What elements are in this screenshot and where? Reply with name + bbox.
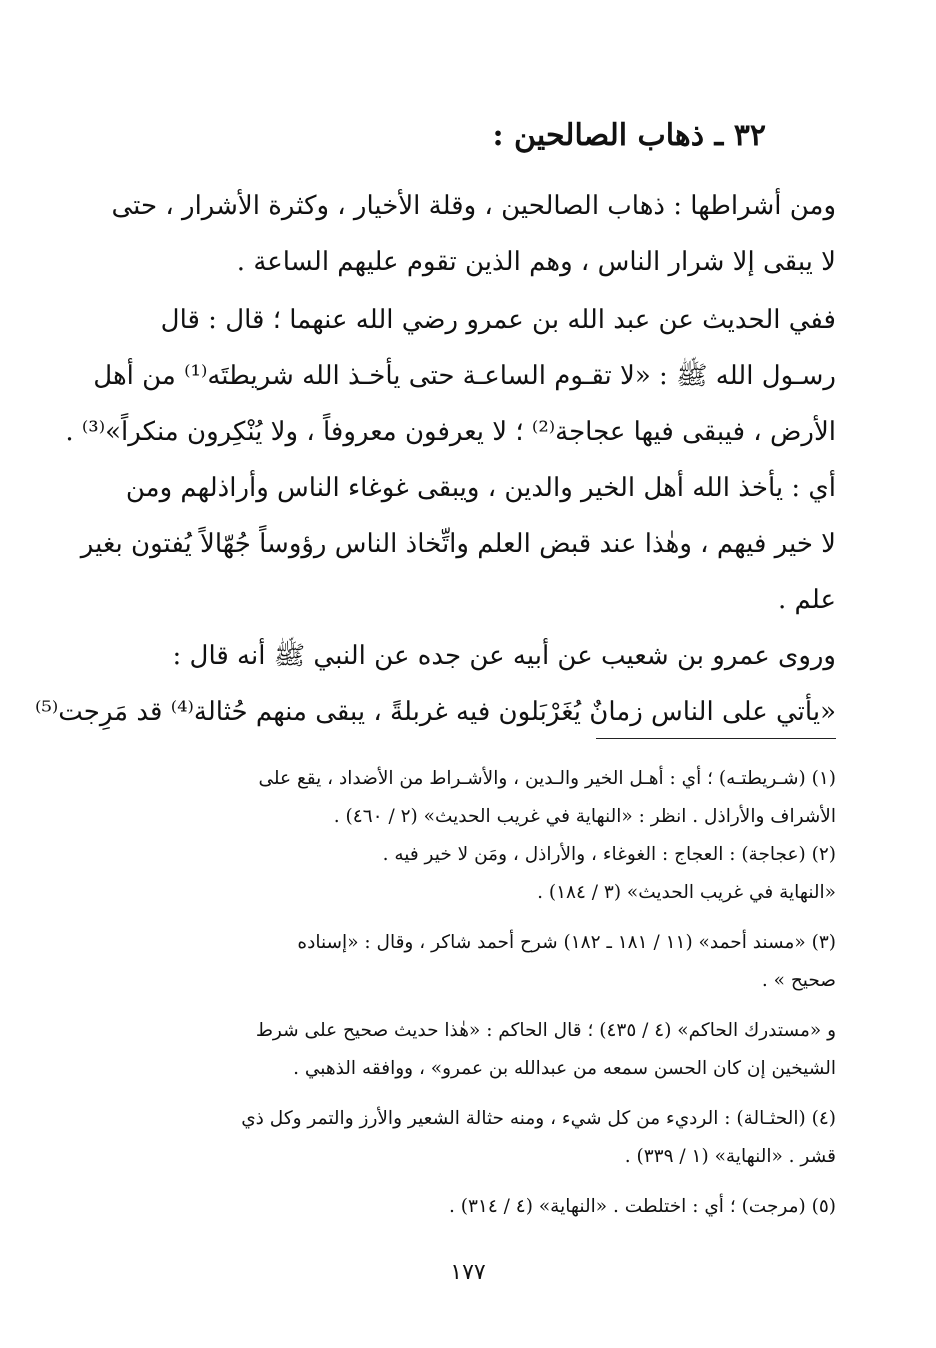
footnote-line: الأشراف والأراذل . انظر : «النهاية في غريب الحديث» (٢ / ٤٦٠) . <box>333 806 836 827</box>
footnote-line: (٥) (مرجت) ؛ أي : اختلطت . «النهاية» (٤ / ٣١٤) . <box>449 1196 836 1217</box>
footnote-line: (١) (شـريطتـه) ؛ أي : أهـل الخير والـدين ، والأشـراط من الأضداد ، يقع على <box>258 768 836 789</box>
section-heading: ٣٢ ـ ذهاب الصالحين : <box>492 118 766 153</box>
text-line: رسـول الله ﷺ : «لا تقـوم الساعـة حتى يأخـذ الله شريطتَه⁽¹⁾ من أهل <box>93 361 836 391</box>
footnote-line: (٢) (عجاجة) : العجاج : الغوغاء ، والأراذل ، ومَن لا خير فيه . <box>382 844 836 865</box>
footnote-line: الشيخين إن كان الحسن سمعه من عبدالله بن عمرو» ، ووافقه الذهبي . <box>293 1058 836 1079</box>
page-number: ١٧٧ <box>450 1260 486 1285</box>
footnote-line: (٤) (الحثـالة) : الرديء من كل شيء ، ومنه حثالة الشعير والأرز والتمر وكل ذي <box>241 1108 836 1129</box>
footnote-line: و «مستدرك الحاكم» (٤ / ٤٣٥) ؛ قال الحاكم : «هٰذا حديث صحيح على شرط <box>255 1020 836 1041</box>
footnote-2 <box>100 836 836 912</box>
paragraph-4 <box>35 628 836 740</box>
footnote-separator <box>596 738 836 739</box>
footnote-line: صحيح » . <box>761 970 836 991</box>
paragraph-2 <box>65 292 836 460</box>
footnote-line: (٣) «مسند أحمد» (١١ / ١٨١ ـ ١٨٢) شرح أحمد شاكر ، وقال : «إسناده <box>297 932 836 953</box>
footnote-4 <box>100 1100 836 1176</box>
text-line: وروى عمرو بن شعيب عن أبيه عن جده عن النبي ﷺ أنه قال : <box>172 641 836 671</box>
text-line: لا خير فيهم ، وهٰذا عند قبض العلم واتِّخاذ الناس رؤوساً جُهّالاً يُفتون بغير <box>80 529 836 559</box>
paragraph-1 <box>100 178 836 290</box>
footnote-line: «النهاية في غريب الحديث» (٣ / ١٨٤) . <box>537 882 836 903</box>
footnote-line: قشر . «النهاية» (١ / ٣٣٩) . <box>624 1146 836 1167</box>
paragraph-3 <box>80 460 836 628</box>
footnote-3-continued <box>100 1012 836 1088</box>
text-line: «يأتي على الناس زمانٌ يُغَرْبَلون فيه غربلةً ، يبقى منهم حُثالة⁽⁴⁾ قد مَرِجت⁽⁵⁾ <box>35 697 836 727</box>
text-line: لا يبقى إلا شرار الناس ، وهم الذين تقوم عليهم الساعة . <box>236 247 836 277</box>
text-line: أي : يأخذ الله أهل الخير والدين ، ويبقى غوغاء الناس وأراذلهم ومن <box>125 473 836 503</box>
footnote-5 <box>100 1188 836 1226</box>
footnote-1 <box>100 760 836 836</box>
text-line: علم . <box>778 585 836 615</box>
text-line: ومن أشراطها : ذهاب الصالحين ، وقلة الأخيار ، وكثرة الأشرار ، حتى <box>111 191 836 221</box>
footnote-3 <box>100 924 836 1000</box>
text-line: ففي الحديث عن عبد الله بن عمرو رضي الله عنهما ؛ قال : قال <box>160 305 836 335</box>
text-line: الأرض ، فيبقى فيها عجاجة⁽²⁾ ؛ لا يعرفون معروفاً ، ولا يُنْكِرون منكراً»⁽³⁾ . <box>65 417 836 447</box>
